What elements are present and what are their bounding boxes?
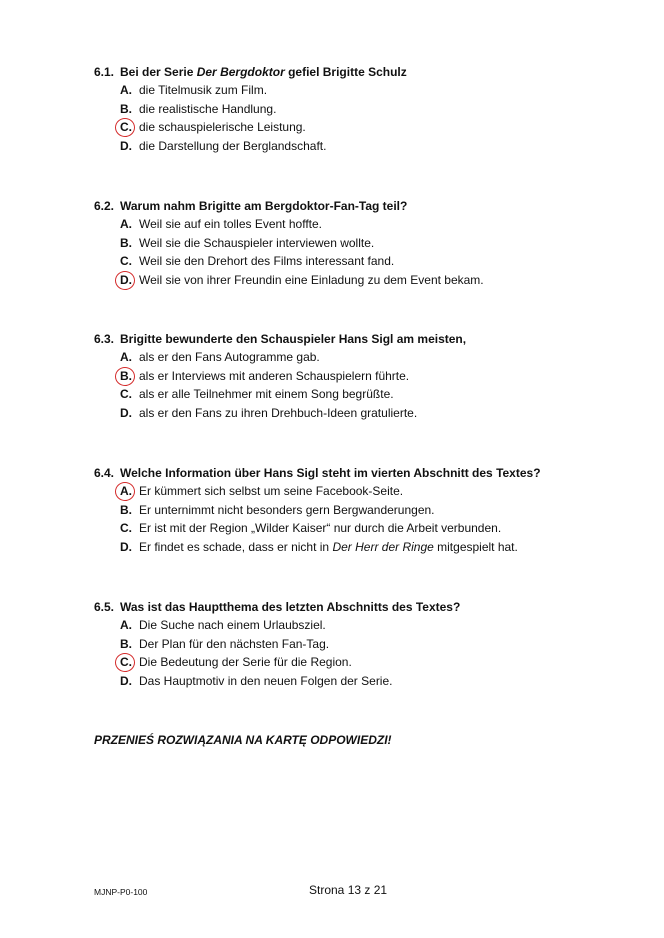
question-number: 6.4. — [94, 466, 115, 480]
question-number: 6.1. — [94, 65, 115, 79]
option-letter: C. — [120, 653, 139, 672]
answer-option — [120, 137, 614, 156]
option-letter: B. — [120, 101, 132, 116]
option-text — [139, 674, 392, 688]
option-text-part: Die Suche nach einem Urlaubsziel. — [139, 618, 326, 632]
option-text-part: die Darstellung der Berglandschaft. — [139, 138, 327, 153]
answer-option — [120, 385, 614, 404]
option-text — [139, 540, 518, 554]
option-text — [139, 521, 501, 535]
footer-page-number: Strona 13 z 21 — [309, 883, 388, 897]
option-text — [139, 254, 394, 268]
option-letter: C. — [120, 521, 132, 535]
option-letter: B. — [120, 502, 132, 517]
option-text-part: die Titelmusik zum Film. — [139, 83, 268, 97]
answer-option — [120, 635, 614, 654]
question-text — [120, 466, 541, 480]
option-text — [139, 236, 374, 250]
option-text — [139, 387, 394, 401]
question-heading — [94, 330, 614, 348]
option-text-part: Er kümmert sich selbst um seine Facebook-Seite. — [139, 484, 404, 498]
answer-option — [120, 81, 614, 100]
option-letter: A. — [120, 350, 132, 364]
option-text-part: Er ist mit der Region „Wilder Kaiser“ nur durch die Arbeit verbunden. — [139, 521, 502, 535]
option-text — [139, 369, 409, 383]
option-letter: D. — [120, 405, 132, 420]
answer-option — [120, 348, 614, 367]
option-letter: A. — [120, 618, 132, 632]
question-heading — [94, 197, 614, 215]
answer-option — [120, 672, 614, 691]
option-letter: C. — [120, 118, 139, 137]
question-text-part: Warum nahm Brigitte am Bergdoktor-Fan-Tag teil? — [120, 199, 408, 213]
option-text — [139, 484, 403, 498]
question-number: 6.5. — [94, 600, 115, 614]
question-number: 6.3. — [94, 332, 115, 346]
option-text — [139, 350, 320, 364]
option-text — [139, 637, 329, 651]
answer-option-circled — [120, 118, 614, 137]
option-letter: B. — [120, 636, 132, 651]
option-text-part: Er unternimmt nicht besonders gern Bergwanderungen. — [139, 502, 435, 517]
option-text — [139, 655, 352, 669]
option-text-part: Er findet es schade, dass er nicht in — [139, 539, 333, 554]
option-text-part: als er den Fans zu ihren Drehbuch-Ideen gratulierte. — [139, 405, 418, 420]
question-text — [120, 199, 407, 213]
question-heading — [94, 63, 614, 81]
option-text-part: Der Plan für den nächsten Fan-Tag. — [139, 636, 330, 651]
question-text-part: Bei der Serie — [120, 65, 197, 79]
option-letter: C. — [120, 387, 132, 401]
question-heading — [94, 598, 614, 616]
question-text-part: Brigitte bewunderte den Schauspieler Hans Sigl am meisten, — [120, 332, 467, 346]
question-1 — [94, 63, 614, 155]
answer-option-circled — [120, 367, 614, 386]
option-letter: A. — [120, 482, 139, 501]
option-text-part: Weil sie die Schauspieler interviewen wollte. — [139, 235, 375, 250]
option-letter: D. — [120, 138, 132, 153]
option-letter: B. — [120, 235, 132, 250]
answer-option — [120, 215, 614, 234]
option-letter: D. — [120, 271, 139, 290]
question-text-part: Was ist das Hauptthema des letzten Abschnitts des Textes? — [120, 600, 461, 614]
option-letter: B. — [120, 367, 139, 386]
question-heading — [94, 464, 614, 482]
option-letter: A. — [120, 83, 132, 97]
option-list — [120, 81, 614, 155]
option-letter: C. — [120, 254, 132, 268]
footer-exam-code: MJNP-P0-100 — [94, 887, 148, 897]
option-text — [139, 406, 417, 420]
option-list — [120, 616, 614, 690]
transfer-instruction: PRZENIEŚ ROZWIĄZANIA NA KARTĘ ODPOWIEDZI! — [94, 733, 392, 747]
option-list — [120, 482, 614, 556]
option-text-part: als er alle Teilnehmer mit einem Song begrüßte. — [139, 387, 394, 401]
option-text-part: als er Interviews mit anderen Schauspielern führte. — [139, 368, 410, 383]
answer-option-circled — [120, 653, 614, 672]
option-text — [139, 139, 326, 153]
option-letter: A. — [120, 217, 132, 231]
option-text — [139, 83, 267, 97]
option-text-part: Weil sie von ihrer Freundin eine Einladung zu dem Event bekam. — [139, 272, 484, 287]
option-text-part: mitgespielt hat. — [433, 539, 518, 554]
option-text-part: als er den Fans Autogramme gab. — [139, 350, 320, 364]
question-number: 6.2. — [94, 199, 115, 213]
question-title-italic: Der Bergdoktor — [196, 65, 285, 79]
option-text-part: die realistische Handlung. — [139, 101, 277, 116]
option-text-part: Das Hauptmotiv in den neuen Folgen der Serie. — [139, 673, 393, 688]
option-text-part: die schauspielerische Leistung. — [139, 120, 306, 134]
answer-option — [120, 404, 614, 423]
answer-option — [120, 501, 614, 520]
answer-option-circled — [120, 271, 614, 290]
option-list — [120, 215, 614, 289]
question-text-part: Welche Information über Hans Sigl steht im vierten Abschnitt des Textes? — [120, 466, 541, 480]
option-letter: D. — [120, 673, 132, 688]
question-5 — [94, 598, 614, 690]
option-letter: D. — [120, 539, 132, 554]
option-text — [139, 217, 322, 231]
question-4 — [94, 464, 614, 556]
option-text — [139, 503, 435, 517]
question-3 — [94, 330, 614, 422]
question-text — [120, 65, 407, 79]
answer-option — [120, 538, 614, 557]
question-text — [120, 332, 466, 346]
answer-option-circled — [120, 482, 614, 501]
answer-option — [120, 234, 614, 253]
question-2 — [94, 197, 614, 289]
answer-option — [120, 616, 614, 635]
answer-option — [120, 252, 614, 271]
option-text — [139, 120, 306, 134]
question-text-part: gefiel Brigitte Schulz — [284, 65, 407, 79]
option-text-part: Die Bedeutung der Serie für die Region. — [139, 655, 352, 669]
answer-option — [120, 100, 614, 119]
option-title-italic: Der Herr der Ringe — [332, 539, 434, 554]
question-text — [120, 600, 460, 614]
option-text-part: Weil sie den Drehort des Films interessant fand. — [139, 254, 395, 268]
answer-option — [120, 519, 614, 538]
option-text — [139, 102, 276, 116]
option-text-part: Weil sie auf ein tolles Event hoffte. — [139, 217, 322, 231]
option-list — [120, 348, 614, 422]
option-text — [139, 618, 326, 632]
option-text — [139, 273, 484, 287]
